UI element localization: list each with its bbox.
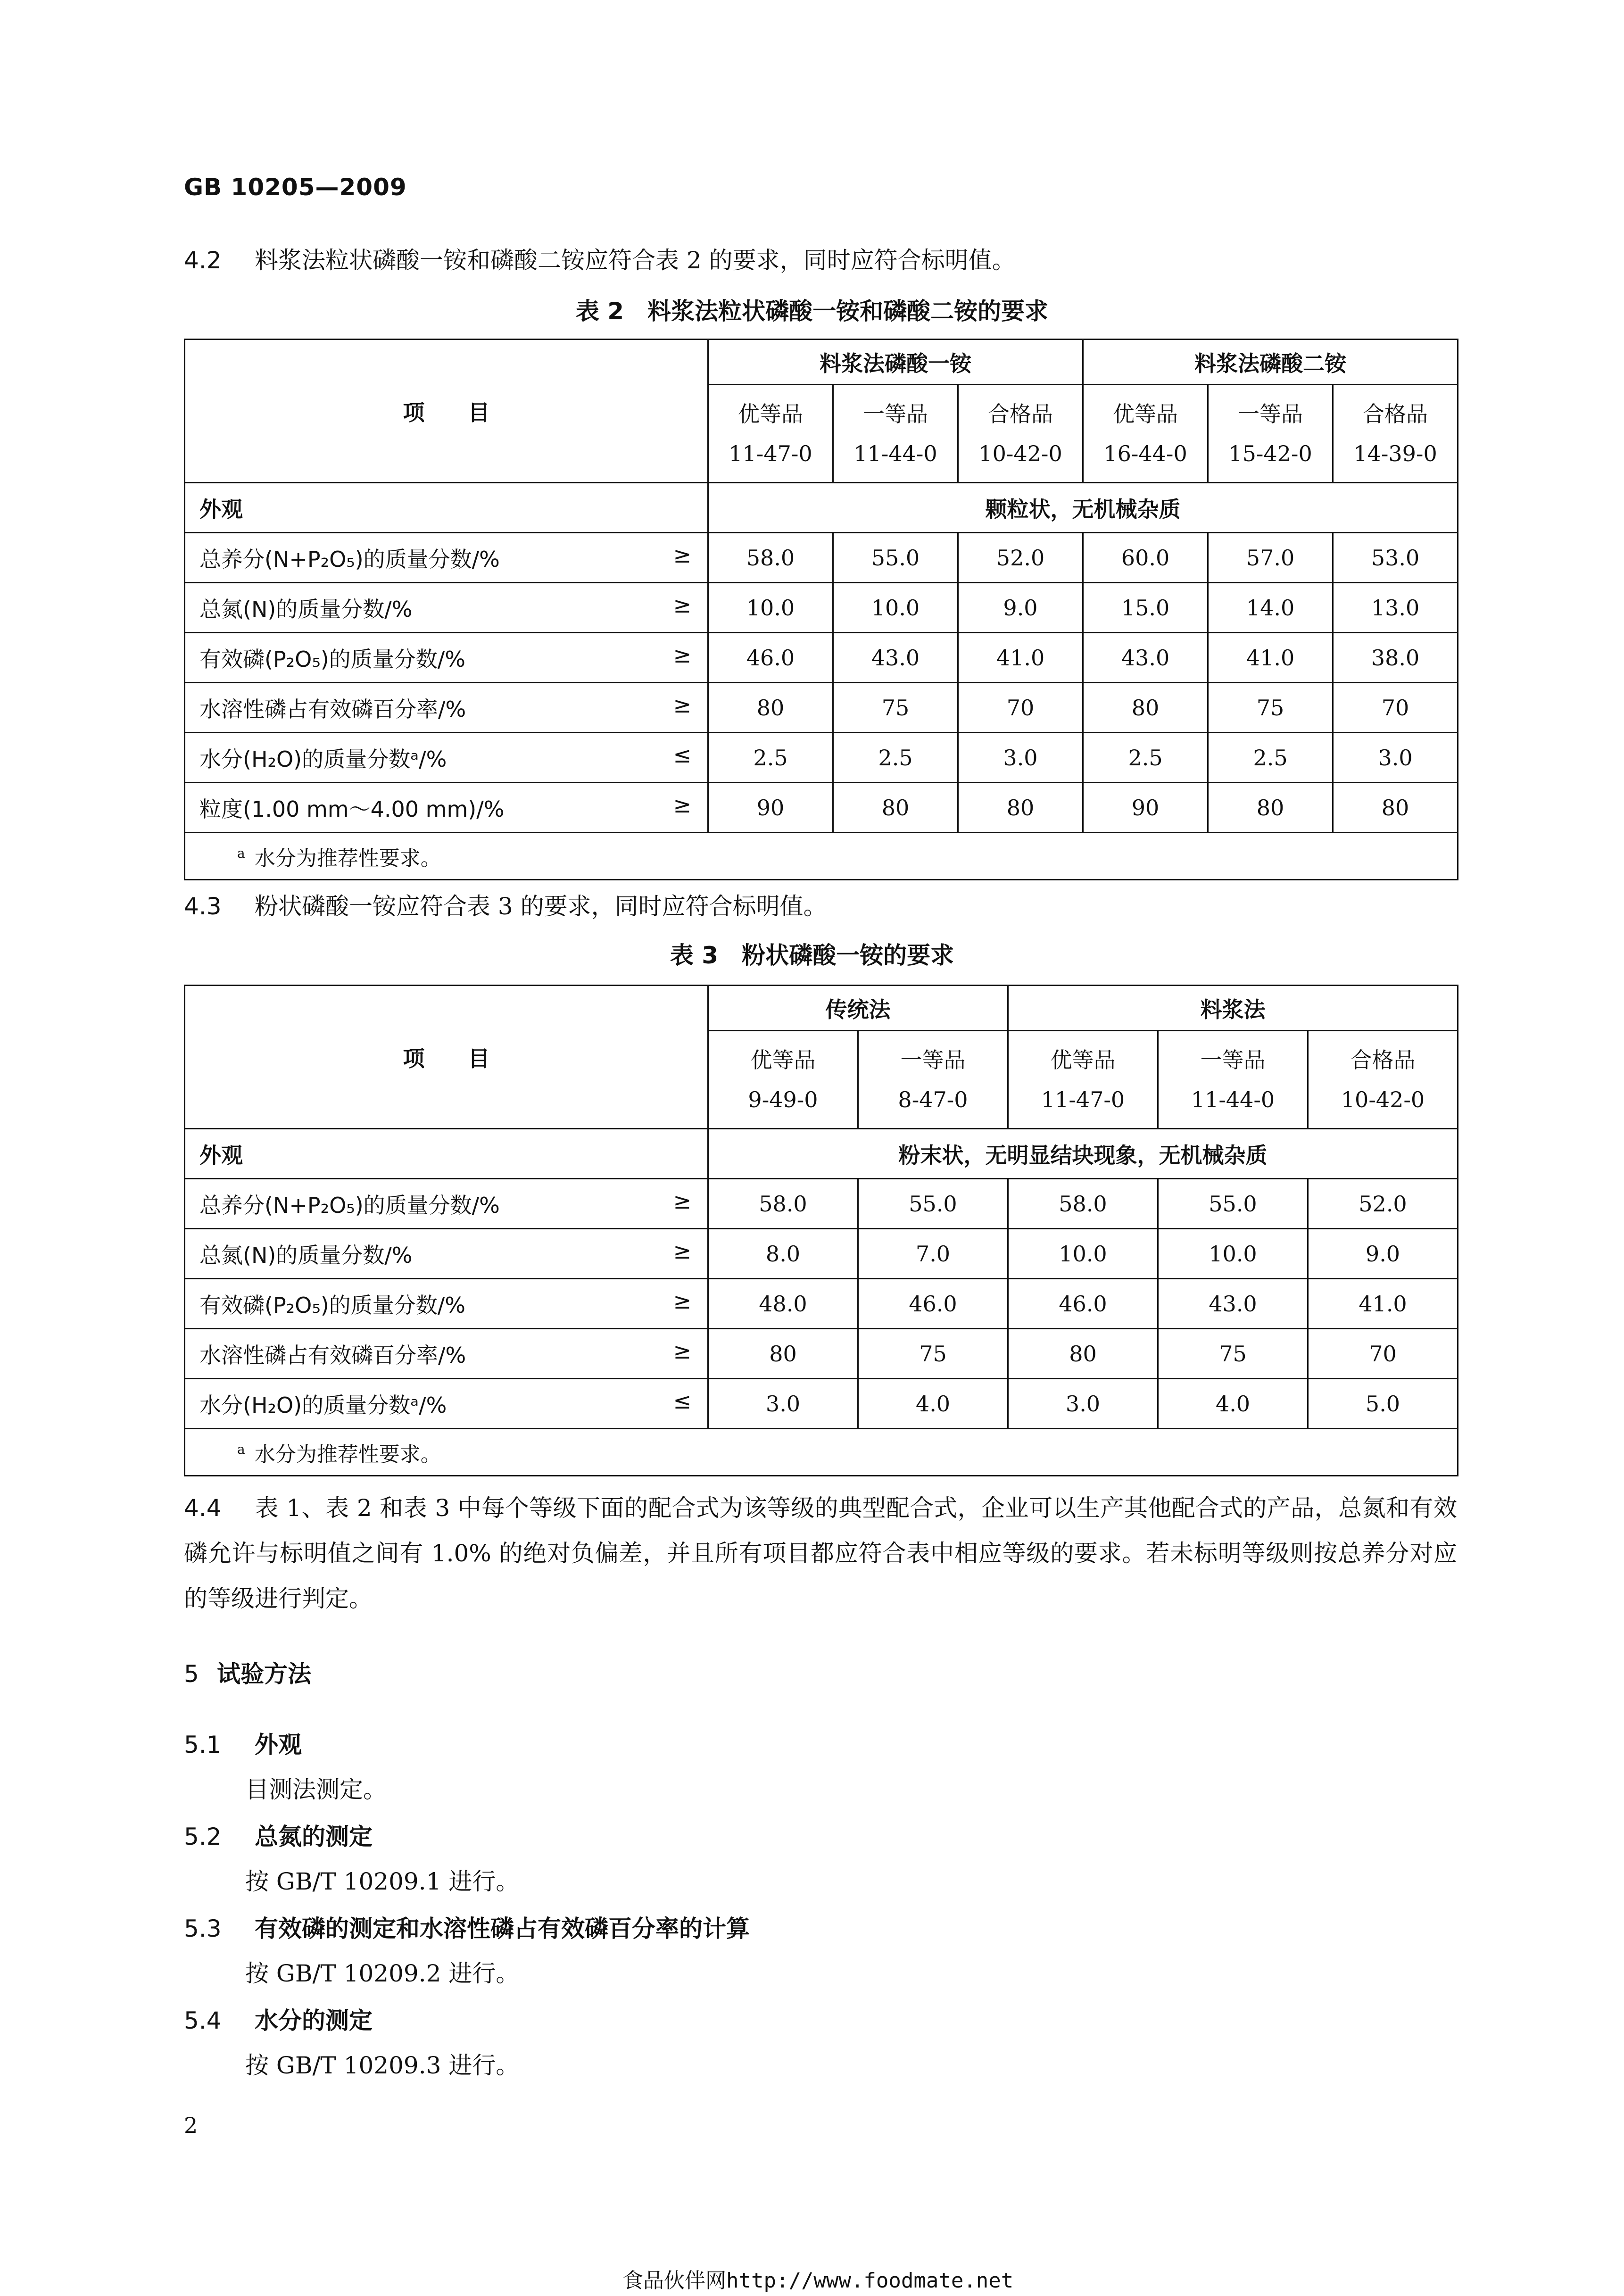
- clause-text: 表 1、表 2 和表 3 中每个等级下面的配合式为该等级的典型配合式，企业可以生产其他配合式的产品，总氮和有效磷允许与标明值之间有 1.0% 的绝对负偏差，并且所有项目都应符合表中相应等级的要求。若未标明等级则按总养分对应的等级进行判定。: [184, 1494, 1457, 1612]
- grade-name: 优等品: [1050, 1047, 1116, 1073]
- subsection-5-1-body: 目测法测定。: [245, 1776, 387, 1803]
- value-cell: 55.0: [1158, 1179, 1308, 1229]
- row-label: 总氮(N)的质量分数/%: [199, 596, 413, 622]
- value-cell: 75: [1208, 683, 1333, 733]
- grade-cell: [858, 1031, 1008, 1129]
- value-cell: 2.5: [833, 733, 958, 783]
- subsection-5-3-body: 按 GB/T 10209.2 进行。: [245, 1960, 520, 1987]
- table-row: [185, 1279, 1458, 1329]
- comparison-operator: ≥: [673, 642, 691, 668]
- clause-text: 粉状磷酸一铵应符合表 3 的要求，同时应符合标明值。: [255, 893, 827, 920]
- value-cell: 3.0: [708, 1379, 858, 1429]
- source-watermark: 食品伙伴网http://www.foodmate.net: [622, 2269, 1014, 2293]
- value-cell: 10.0: [1008, 1229, 1158, 1279]
- value-cell: 80: [708, 683, 833, 733]
- table-2-caption: 表 2 料浆法粒状磷酸一铵和磷酸二铵的要求: [575, 298, 1049, 325]
- value-cell: 41.0: [958, 633, 1083, 683]
- value-cell: 9.0: [1308, 1229, 1458, 1279]
- value-cell: 58.0: [708, 1179, 858, 1229]
- table-row: [185, 583, 1458, 633]
- section-title: 试验方法: [217, 1660, 311, 1688]
- clause-4-2: [184, 245, 1016, 275]
- value-cell: 4.0: [858, 1379, 1008, 1429]
- subsection-5-2-body: 按 GB/T 10209.1 进行。: [245, 1868, 520, 1895]
- table-row: [185, 683, 1458, 733]
- clause-4-4: [184, 1485, 1457, 1621]
- grade-cell: [958, 385, 1083, 483]
- value-cell: 48.0: [708, 1279, 858, 1329]
- grade-cell: [1333, 385, 1458, 483]
- value-cell: 58.0: [1008, 1179, 1158, 1229]
- item-header: 项 目: [185, 986, 708, 1129]
- grade-formula: 11-44-0: [853, 440, 937, 466]
- section-title: 外观: [255, 1731, 302, 1758]
- row-label: 总养分(N+P₂O₅)的质量分数/%: [199, 546, 500, 572]
- table-2: [184, 339, 1458, 880]
- value-cell: 60.0: [1083, 533, 1208, 583]
- clause-number: 4.2: [184, 247, 222, 274]
- clause-number: 4.3: [184, 893, 222, 920]
- value-cell: 3.0: [1008, 1379, 1158, 1429]
- group-header: 料浆法磷酸一铵: [708, 340, 1083, 385]
- group-header: 料浆法: [1008, 986, 1458, 1031]
- grade-formula: 10-42-0: [1341, 1086, 1425, 1112]
- section-number: 5.3: [184, 1915, 222, 1942]
- table-3-caption: 表 3 粉状磷酸一铵的要求: [670, 942, 954, 969]
- row-label: 外观: [185, 1129, 708, 1179]
- value-cell: 43.0: [833, 633, 958, 683]
- comparison-operator: ≥: [673, 792, 691, 818]
- value-cell: 80: [833, 783, 958, 833]
- grade-name: 优等品: [1113, 401, 1178, 427]
- subsection-5-4-body: 按 GB/T 10209.3 进行。: [245, 2052, 520, 2079]
- value-cell: 80: [1333, 783, 1458, 833]
- value-cell: 2.5: [708, 733, 833, 783]
- grade-name: 一等品: [863, 401, 928, 427]
- row-label: 粒度(1.00 mm～4.00 mm)/%: [199, 796, 505, 822]
- value-cell: 43.0: [1158, 1279, 1308, 1329]
- footnote-text: 水分为推荐性要求。: [254, 1442, 441, 1467]
- value-cell: 58.0: [708, 533, 833, 583]
- grade-name: 合格品: [1350, 1047, 1416, 1073]
- value-cell: 10.0: [1158, 1229, 1308, 1279]
- appearance-value: 颗粒状，无机械杂质: [708, 483, 1458, 533]
- clause-number: 4.4: [184, 1494, 222, 1522]
- value-cell: 80: [1008, 1329, 1158, 1379]
- section-title: 有效磷的测定和水溶性磷占有效磷百分率的计算: [255, 1915, 750, 1942]
- value-cell: 14.0: [1208, 583, 1333, 633]
- section-title: 总氮的测定: [255, 1823, 373, 1850]
- footnote-mark: a: [237, 1441, 245, 1457]
- grade-cell: [1308, 1031, 1458, 1129]
- row-label: 水溶性磷占有效磷百分率/%: [199, 696, 466, 722]
- grade-formula: 15-42-0: [1228, 440, 1312, 466]
- grade-name: 优等品: [738, 401, 803, 427]
- value-cell: 46.0: [708, 633, 833, 683]
- table-row: [185, 533, 1458, 583]
- value-cell: 9.0: [958, 583, 1083, 633]
- grade-formula: 11-44-0: [1191, 1086, 1275, 1112]
- comparison-operator: ≤: [673, 1388, 691, 1414]
- comparison-operator: ≥: [673, 692, 691, 718]
- grade-formula: 14-39-0: [1353, 440, 1437, 466]
- grade-name: 优等品: [750, 1047, 816, 1073]
- value-cell: 80: [1208, 783, 1333, 833]
- row-label: 有效磷(P₂O₅)的质量分数/%: [199, 1292, 465, 1318]
- value-cell: 7.0: [858, 1229, 1008, 1279]
- item-header: 项 目: [185, 340, 708, 483]
- value-cell: 75: [833, 683, 958, 733]
- subsection-5-1-heading: [184, 1726, 302, 1760]
- group-header: 料浆法磷酸二铵: [1083, 340, 1458, 385]
- table-row: [185, 1179, 1458, 1229]
- grade-cell: [1008, 1031, 1158, 1129]
- grade-cell: [1158, 1031, 1308, 1129]
- footnote-mark: a: [237, 845, 245, 861]
- grade-cell: [1208, 385, 1333, 483]
- grade-name: 一等品: [1200, 1047, 1266, 1073]
- value-cell: 46.0: [858, 1279, 1008, 1329]
- grade-cell: [708, 1031, 858, 1129]
- table-row: [185, 783, 1458, 833]
- table-row: [185, 1129, 1458, 1179]
- section-title: 水分的测定: [255, 2007, 373, 2034]
- row-label: 总养分(N+P₂O₅)的质量分数/%: [199, 1192, 500, 1218]
- comparison-operator: ≥: [673, 1338, 691, 1364]
- grade-name: 一等品: [1238, 401, 1303, 427]
- row-label: 水溶性磷占有效磷百分率/%: [199, 1342, 466, 1368]
- clause-4-3: [184, 891, 827, 921]
- value-cell: 46.0: [1008, 1279, 1158, 1329]
- value-cell: 70: [958, 683, 1083, 733]
- row-label: 总氮(N)的质量分数/%: [199, 1242, 413, 1268]
- value-cell: 52.0: [1308, 1179, 1458, 1229]
- standard-number: GB 10205—2009: [184, 174, 407, 201]
- value-cell: 10.0: [708, 583, 833, 633]
- group-header: 传统法: [708, 986, 1008, 1031]
- grade-cell: [708, 385, 833, 483]
- value-cell: 5.0: [1308, 1379, 1458, 1429]
- table-row: [185, 733, 1458, 783]
- grade-formula: 11-47-0: [729, 440, 812, 466]
- section-number: 5.4: [184, 2007, 222, 2034]
- value-cell: 3.0: [1333, 733, 1458, 783]
- row-label: 有效磷(P₂O₅)的质量分数/%: [199, 646, 465, 672]
- value-cell: 55.0: [858, 1179, 1008, 1229]
- section-5-heading: [184, 1655, 311, 1689]
- footnote-text: 水分为推荐性要求。: [254, 846, 441, 870]
- grade-formula: 8-47-0: [898, 1086, 968, 1112]
- table-row: [185, 1229, 1458, 1279]
- appearance-value: 粉末状，无明显结块现象，无机械杂质: [708, 1129, 1458, 1179]
- page-number: 2: [184, 2113, 198, 2138]
- table-row: [185, 633, 1458, 683]
- grade-formula: 11-47-0: [1041, 1086, 1125, 1112]
- value-cell: 4.0: [1158, 1379, 1308, 1429]
- value-cell: 13.0: [1333, 583, 1458, 633]
- value-cell: 38.0: [1333, 633, 1458, 683]
- table-row: [185, 483, 1458, 533]
- value-cell: 90: [1083, 783, 1208, 833]
- comparison-operator: ≥: [673, 542, 691, 568]
- grade-cell: [833, 385, 958, 483]
- value-cell: 2.5: [1208, 733, 1333, 783]
- value-cell: 75: [858, 1329, 1008, 1379]
- comparison-operator: ≥: [673, 592, 691, 618]
- grade-formula: 10-42-0: [978, 440, 1062, 466]
- subsection-5-3-heading: [184, 1910, 750, 1944]
- value-cell: 80: [708, 1329, 858, 1379]
- table-3: [184, 985, 1458, 1476]
- comparison-operator: ≥: [673, 1188, 691, 1214]
- grade-cell: [1083, 385, 1208, 483]
- grade-formula: 9-49-0: [748, 1086, 818, 1112]
- value-cell: 3.0: [958, 733, 1083, 783]
- row-label: 水分(H₂O)的质量分数ᵃ/%: [199, 1392, 447, 1418]
- subsection-5-4-heading: [184, 2002, 373, 2036]
- value-cell: 70: [1308, 1329, 1458, 1379]
- value-cell: 10.0: [833, 583, 958, 633]
- value-cell: 41.0: [1308, 1279, 1458, 1329]
- value-cell: 90: [708, 783, 833, 833]
- row-label: 水分(H₂O)的质量分数ᵃ/%: [199, 746, 447, 772]
- grade-name: 合格品: [988, 401, 1053, 427]
- grade-name: 合格品: [1363, 401, 1428, 427]
- clause-text: 料浆法粒状磷酸一铵和磷酸二铵应符合表 2 的要求，同时应符合标明值。: [255, 247, 1016, 274]
- comparison-operator: ≤: [673, 742, 691, 768]
- subsection-5-2-heading: [184, 1818, 373, 1852]
- value-cell: 2.5: [1083, 733, 1208, 783]
- comparison-operator: ≥: [673, 1238, 691, 1264]
- table-row: [185, 1329, 1458, 1379]
- section-number: 5.1: [184, 1731, 222, 1758]
- value-cell: 55.0: [833, 533, 958, 583]
- comparison-operator: ≥: [673, 1288, 691, 1314]
- value-cell: 80: [958, 783, 1083, 833]
- grade-name: 一等品: [900, 1047, 966, 1073]
- table-row: [185, 1379, 1458, 1429]
- table-footnote: [185, 833, 1458, 880]
- value-cell: 57.0: [1208, 533, 1333, 583]
- value-cell: 80: [1083, 683, 1208, 733]
- value-cell: 8.0: [708, 1229, 858, 1279]
- section-number: 5: [184, 1660, 199, 1688]
- value-cell: 43.0: [1083, 633, 1208, 683]
- section-number: 5.2: [184, 1823, 222, 1850]
- grade-formula: 16-44-0: [1103, 440, 1187, 466]
- value-cell: 15.0: [1083, 583, 1208, 633]
- value-cell: 41.0: [1208, 633, 1333, 683]
- value-cell: 75: [1158, 1329, 1308, 1379]
- table-footnote: [185, 1429, 1458, 1476]
- row-label: 外观: [185, 483, 708, 533]
- value-cell: 52.0: [958, 533, 1083, 583]
- value-cell: 70: [1333, 683, 1458, 733]
- value-cell: 53.0: [1333, 533, 1458, 583]
